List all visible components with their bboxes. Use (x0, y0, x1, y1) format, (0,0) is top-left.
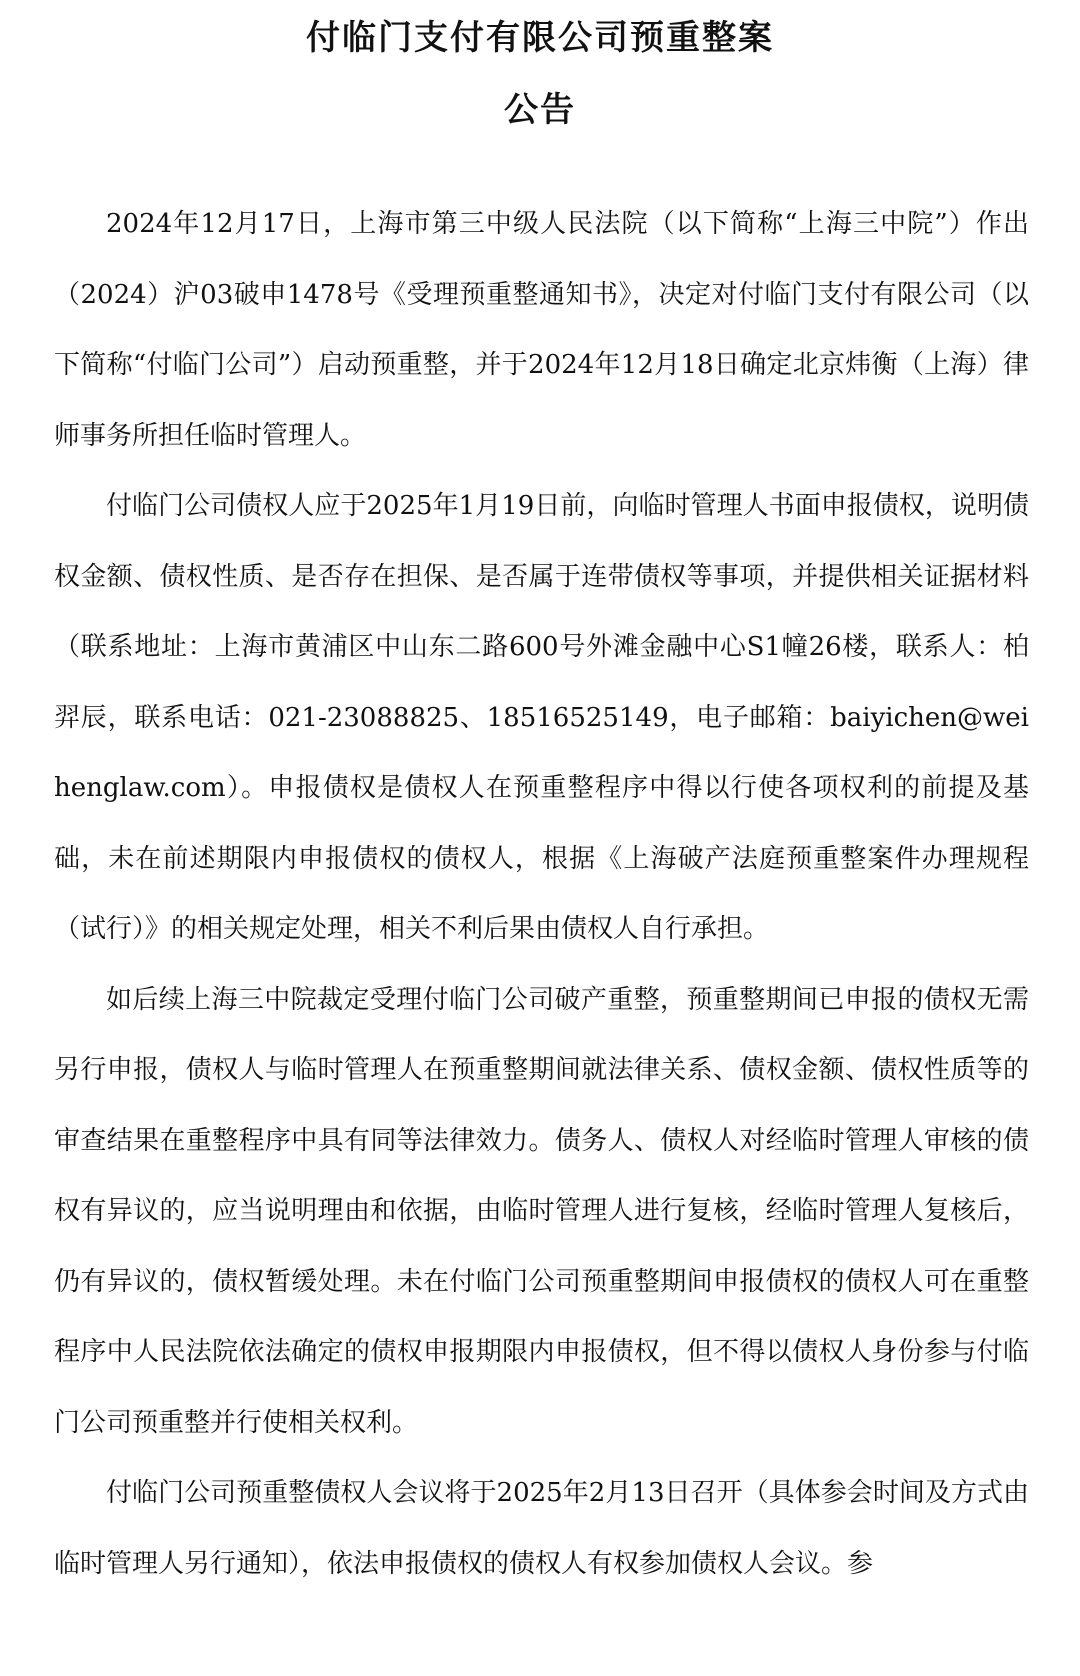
document-subtitle: 公告 (504, 90, 576, 130)
paragraph-claim-filing: 付临门公司债权人应于2025年1月19日前，向临时管理人书面申报债权，说明债权金额、债权性质、是否存在担保、是否属于连带债权等事项，并提供相关证据材料（联系地址：上海市黄浦区中山东二路600号外滩金融中心S1幢26楼，联系人：柏羿辰，联系电话：021-23088825、18516525149，电子邮箱：baiyichen@weihenglaw.com）。申报债权是债权人在预重整程序中得以行使各项权利的前提及基础，未在前述期限内申报债权的债权人，根据《上海破产法庭预重整案件办理规程（试行）》的相关规定处理，相关不利后果由债权人自行承担。 (54, 491, 1029, 944)
document-title: 付临门支付有限公司预重整案 (306, 18, 774, 58)
paragraph-creditors-meeting: 付临门公司预重整债权人会议将于2025年2月13日召开（具体参会时间及方式由临时管理人另行通知），依法申报债权的债权人有权参加债权人会议。参 (54, 1478, 1029, 1579)
announcement-body (54, 189, 1029, 1599)
paragraph-restructuring-effect: 如后续上海三中院裁定受理付临门公司破产重整，预重整期间已申报的债权无需另行申报，债权人与临时管理人在预重整期间就法律关系、债权金额、债权性质等的审查结果在重整程序中具有同等法律效力。债务人、债权人对经临时管理人审核的债权有异议的，应当说明理由和依据，由临时管理人进行复核，经临时管理人复核后，仍有异议的，债权暂缓处理。未在付临门公司预重整期间申报债权的债权人可在重整程序中人民法院依法确定的债权申报期限内申报债权，但不得以债权人身份参与付临门公司预重整并行使相关权利。 (54, 984, 1029, 1438)
paragraph-court-ruling: 2024年12月17日，上海市第三中级人民法院（以下简称“上海三中院”）作出（2024）沪03破申1478号《受理预重整通知书》，决定对付临门支付有限公司（以下简称“付临门公司”）启动预重整，并于2024年12月18日确定北京炜衡（上海）律师事务所担任临时管理人。 (54, 209, 1029, 451)
